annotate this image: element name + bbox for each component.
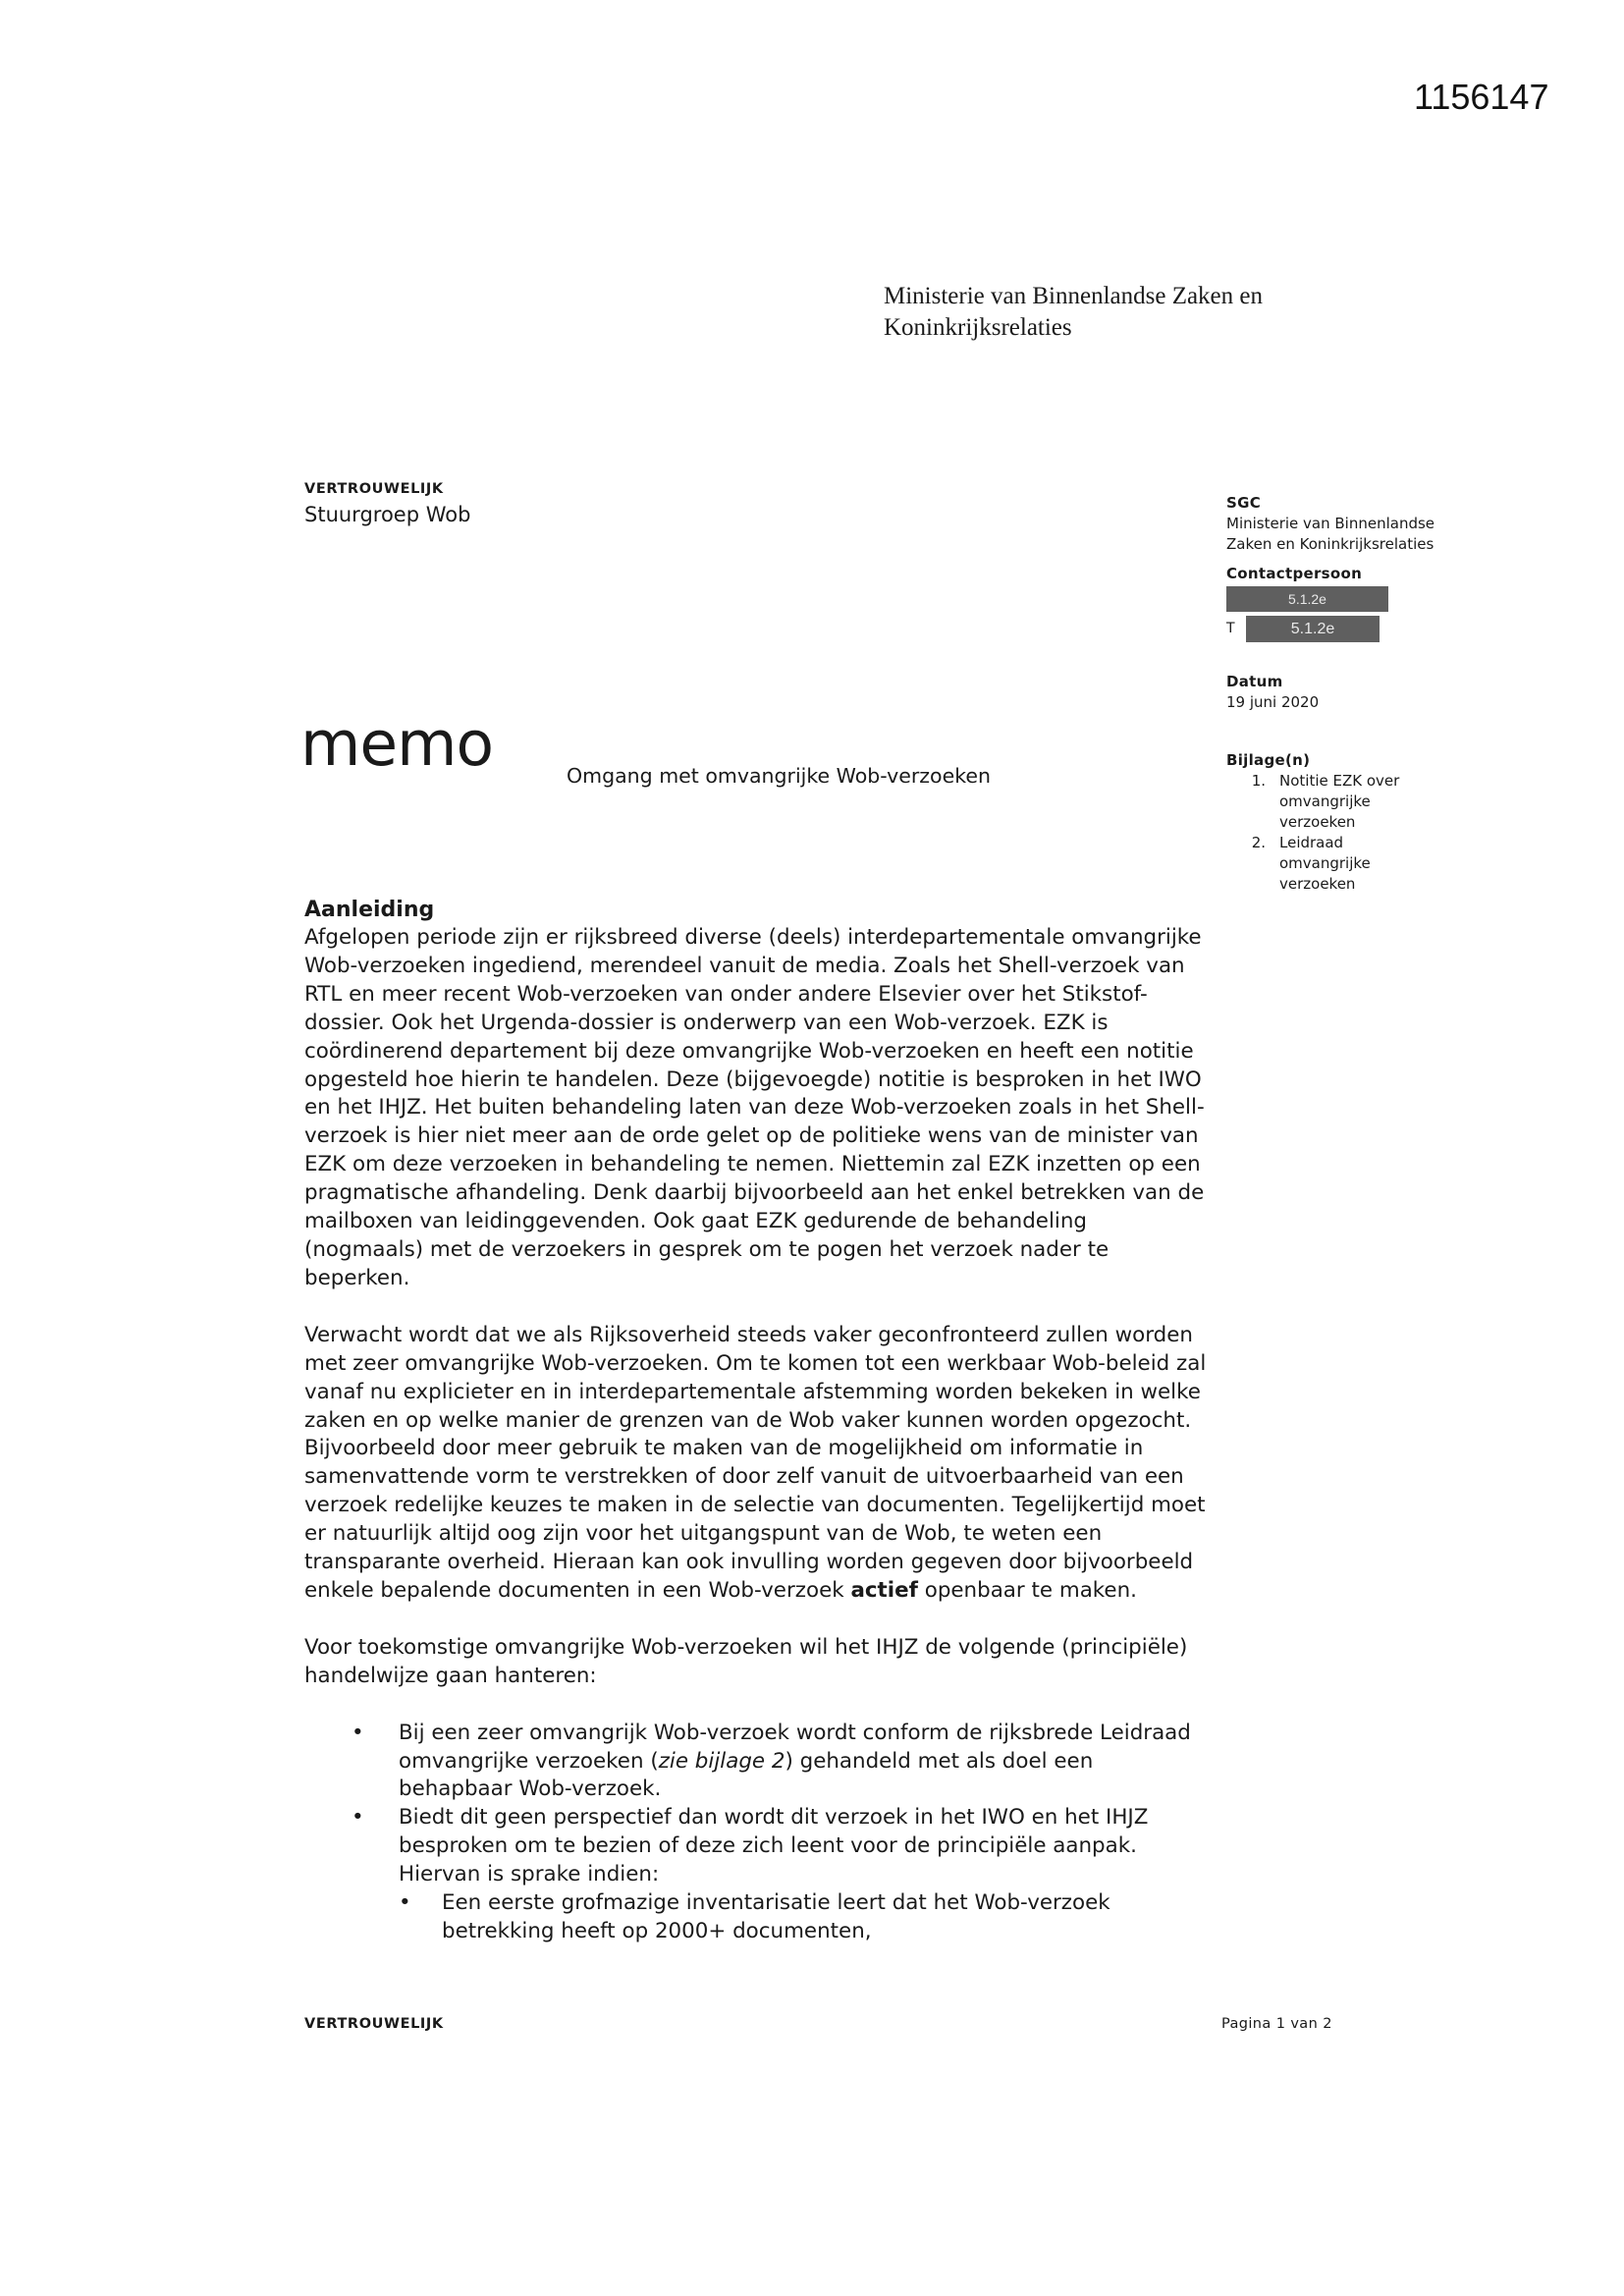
attachments-label: Bijlage(n)	[1226, 751, 1311, 769]
paragraph-2-text: Verwacht wordt dat we als Rijksoverheid steeds vaker geconfronteerd zullen worden met zeer omvangrijke Wob-verzoeken. Om te komen tot een werkbaar Wob-beleid zal vanaf nu explicieter en in interdepartementale afstemming worden bekeken in welke zaken en op welke manier de grenzen van de Wob vaker kunnen worden opgezocht. Bijvoorbeeld door meer gebruik te maken van de mogelijkheid om informatie in samenvattende vorm te verstrekken of door zelf vanuit de uitvoerbaarheid van een verzoek redelijke keuzes te maken in de selectie van documenten. Tegelijkertijd moet er natuurlijk altijd oog zijn voor het uitgangspunt van de Wob, te weten een transparante overheid. Hieraan kan ook invulling worden gegeven door bijvoorbeeld enkele bepalende documenten in een Wob-verzoek	[304, 1322, 1207, 1603]
paragraph-2-text-end: openbaar te maken.	[917, 1577, 1137, 1603]
list-item-reference: zie bijlage 2	[658, 1748, 785, 1774]
list-item	[304, 1720, 1208, 1805]
sender-line-1: Ministerie van Binnenlandse	[1226, 515, 1435, 532]
attachments-list	[1226, 771, 1407, 895]
sender-line-2: Zaken en Koninkrijksrelaties	[1226, 535, 1435, 553]
list-item-text-end: ) gehandeld met als doel een behapbaar Wob-verzoek.	[399, 1748, 1094, 1802]
list-item-text: Biedt dit geen perspectief dan wordt dit verzoek in het IWO en het IHJZ besproken om te bezien of deze zich leent voor de principiële aanpak. Hiervan is sprake indien:	[399, 1805, 1149, 1887]
paragraph-3: Voor toekomstige omvangrijke Wob-verzoeken wil het IHJZ de volgende (principiële) handelwijze gaan hanteren:	[304, 1634, 1188, 1688]
paragraph-2-emphasis: actief	[850, 1577, 918, 1603]
redacted-contact-name: 5.1.2e	[1226, 586, 1388, 612]
date-label: Datum	[1226, 673, 1283, 690]
date-value: 19 juni 2020	[1226, 693, 1320, 711]
date-block	[1226, 672, 1319, 713]
ministry-name-line-1: Ministerie van Binnenlandse Zaken en	[884, 283, 1263, 309]
section-heading: Aanleiding	[304, 898, 435, 922]
paragraph-1: Afgelopen periode zijn er rijksbreed diverse (deels) interdepartementale omvangrijke Wob-verzoeken ingediend, merendeel vanuit de media. Zoals het Shell-verzoek van RTL en meer recent Wob-verzoeken van onder andere Elsevier over het Stikstof-dossier. Ook het Urgenda-dossier is onderwerp van een Wob-verzoek. EZK is coördinerend departement bij deze omvangrijke Wob-verzoeken en heeft een notitie opgesteld hoe hierin te handelen. Deze (bijgevoegde) notitie is besproken in het IWO en het IHJZ. Het buiten behandeling laten van deze Wob-verzoeken zoals in het Shell-verzoek is hier niet meer aan de orde gelet op de politieke wens van de minister van EZK om deze verzoeken in behandeling te nemen. Niettemin zal EZK inzetten op een pragmatische afhandeling. Denk daarbij bijvoorbeeld aan het enkel betrekken van de mailboxen van leidinggevenden. Ook gaat EZK gedurende de behandeling (nogmaals) met de verzoekers in gesprek om te pogen het verzoek nader te beperken.	[304, 925, 1205, 1290]
attachment-line: verzoeken	[1279, 813, 1356, 831]
confidential-marking-bottom: VERTROUWELIJK	[304, 2016, 444, 2032]
attachments-block	[1226, 750, 1407, 895]
phone-row	[1226, 616, 1388, 642]
list-item	[304, 1804, 1208, 1946]
contact-block	[1226, 564, 1388, 642]
attachment-line: omvangrijke	[1279, 793, 1371, 810]
contact-label: Contactpersoon	[1226, 565, 1363, 582]
sender-label: SGC	[1226, 494, 1262, 512]
recipient: Stuurgroep Wob	[304, 503, 471, 526]
memo-subject: Omgang met omvangrijke Wob-verzoeken	[567, 764, 991, 788]
attachment-text	[1279, 833, 1407, 895]
criteria-list	[399, 1889, 1208, 1946]
ministry-name-line-2: Koninkrijksrelaties	[884, 314, 1072, 341]
redacted-phone: 5.1.2e	[1246, 616, 1380, 642]
attachment-line: Notitie EZK over	[1279, 772, 1400, 790]
attachment-number: 2.	[1251, 834, 1266, 851]
attachment-line: omvangrijke	[1279, 854, 1371, 872]
attachment-item	[1226, 771, 1407, 833]
attachment-item	[1226, 833, 1407, 895]
phone-prefix: T	[1226, 621, 1235, 636]
memo-title: memo	[300, 708, 494, 780]
document-number: 1156147	[1414, 77, 1549, 117]
list-item-text: Bij een zeer omvangrijk Wob-verzoek wordt conform de rijksbrede Leidraad omvangrijke verzoeken (	[399, 1720, 1191, 1774]
sub-list-item: • Een eerste grofmazige inventarisatie leert dat het Wob-verzoek betrekking heeft op 2000+ documenten,	[399, 1889, 1208, 1946]
page-number: Pagina 1 van 2	[1221, 2016, 1332, 2032]
memo-body	[304, 896, 1208, 1946]
attachment-number: 1.	[1251, 772, 1266, 790]
paragraph-2	[304, 1322, 1208, 1606]
attachment-text	[1279, 771, 1407, 833]
attachment-line: verzoeken	[1279, 875, 1356, 893]
ministry-name	[884, 281, 1434, 344]
sender-block	[1226, 493, 1435, 555]
procedure-list	[304, 1720, 1208, 1946]
confidential-marking-top: VERTROUWELIJK	[304, 481, 444, 497]
attachment-line: Leidraad	[1279, 834, 1344, 851]
